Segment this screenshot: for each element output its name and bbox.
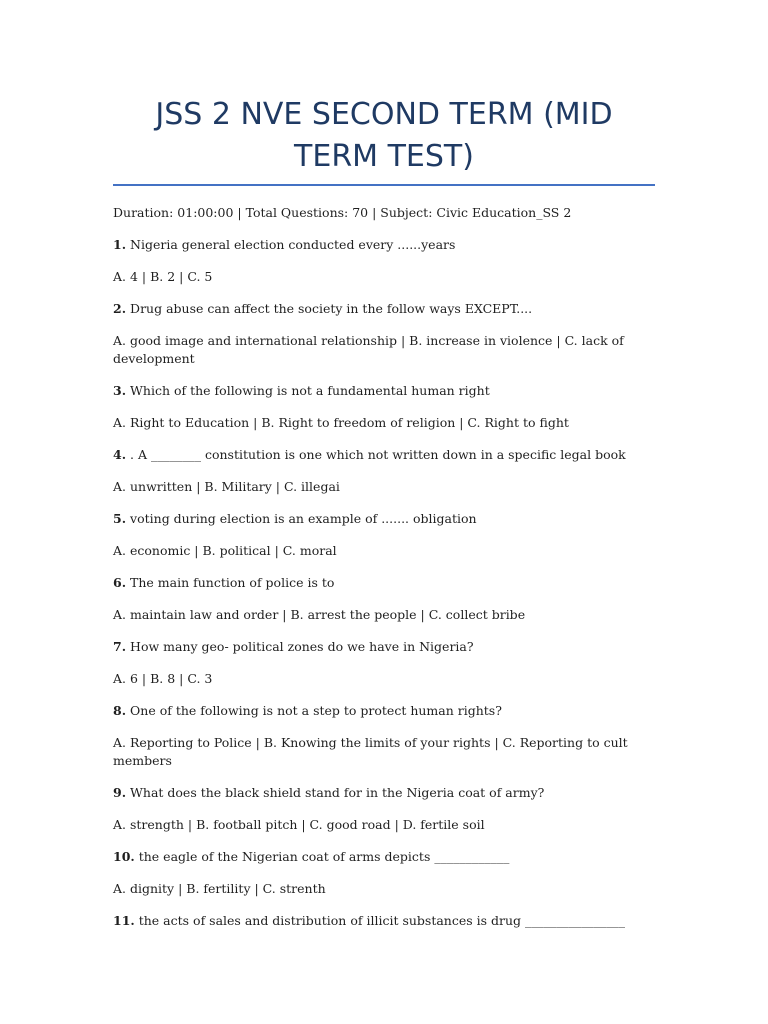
question-item: [113, 848, 655, 898]
question-options: A. maintain law and order | B. arrest the people | C. collect bribe: [113, 607, 526, 622]
question-options: A. good image and international relationship | B. increase in violence | C. lack of development: [113, 333, 624, 366]
question-number: 2.: [113, 301, 127, 316]
question-body: the eagle of the Nigerian coat of arms depicts ____________: [138, 849, 510, 864]
question-number: 6.: [113, 575, 127, 590]
question-item: [113, 574, 655, 624]
question-options: A. economic | B. political | C. moral: [113, 543, 337, 558]
question-item: [113, 446, 655, 496]
question-item: [113, 702, 655, 770]
question-text: [113, 510, 655, 528]
question-number: 9.: [113, 785, 127, 800]
question-text: [113, 784, 655, 802]
question-item: [113, 784, 655, 834]
question-number: 10.: [113, 849, 135, 864]
question-options: A. unwritten | B. Military | C. illegai: [113, 479, 340, 494]
question-body: The main function of police is to: [130, 575, 335, 590]
question-body: the acts of sales and distribution of illicit substances is drug ________________: [138, 913, 626, 928]
question-text: [113, 702, 655, 720]
question-body: Which of the following is not a fundamental human right: [130, 383, 490, 398]
question-text: [113, 382, 655, 400]
question-body: voting during election is an example of ....... obligation: [130, 511, 477, 526]
question-item: [113, 638, 655, 688]
question-options: A. strength | B. football pitch | C. good road | D. fertile soil: [113, 817, 485, 832]
question-number: 3.: [113, 383, 127, 398]
test-meta-info: Duration: 01:00:00 | Total Questions: 70 | Subject: Civic Education_SS 2: [113, 205, 572, 220]
question-number: 7.: [113, 639, 127, 654]
question-item: [113, 236, 655, 286]
question-body: . A ________ constitution is one which not written down in a specific legal book: [130, 447, 626, 462]
question-number: 5.: [113, 511, 127, 526]
question-item: [113, 382, 655, 432]
question-options: A. Right to Education | B. Right to freedom of religion | C. Right to fight: [113, 415, 569, 430]
question-text: [113, 236, 655, 254]
question-body: Nigeria general election conducted every ......years: [130, 237, 456, 252]
question-options: A. Reporting to Police | B. Knowing the limits of your rights | C. Reporting to cult members: [113, 735, 628, 768]
question-number: 11.: [113, 913, 135, 928]
question-item: [113, 510, 655, 560]
question-text: [113, 848, 655, 866]
question-item: [113, 300, 655, 368]
document-title: JSS 2 NVE SECOND TERM (MID TERM TEST): [155, 97, 613, 174]
question-text: [113, 638, 655, 656]
question-text: [113, 300, 655, 318]
question-body: One of the following is not a step to protect human rights?: [130, 703, 502, 718]
question-text: [113, 446, 655, 464]
question-options: A. 6 | B. 8 | C. 3: [113, 671, 213, 686]
question-text: [113, 574, 655, 592]
question-number: 8.: [113, 703, 127, 718]
question-options: A. dignity | B. fertility | C. strenth: [113, 881, 326, 896]
question-number: 1.: [113, 237, 127, 252]
question-text: [113, 912, 655, 930]
question-number: 4.: [113, 447, 127, 462]
question-body: How many geo- political zones do we have in Nigeria?: [130, 639, 474, 654]
question-body: What does the black shield stand for in the Nigeria coat of army?: [130, 785, 545, 800]
document-page: [113, 0, 655, 944]
title-underline: [113, 184, 655, 186]
question-item: [113, 912, 655, 930]
question-list: [113, 236, 655, 930]
question-options: A. 4 | B. 2 | C. 5: [113, 269, 213, 284]
question-body: Drug abuse can affect the society in the follow ways EXCEPT....: [130, 301, 533, 316]
